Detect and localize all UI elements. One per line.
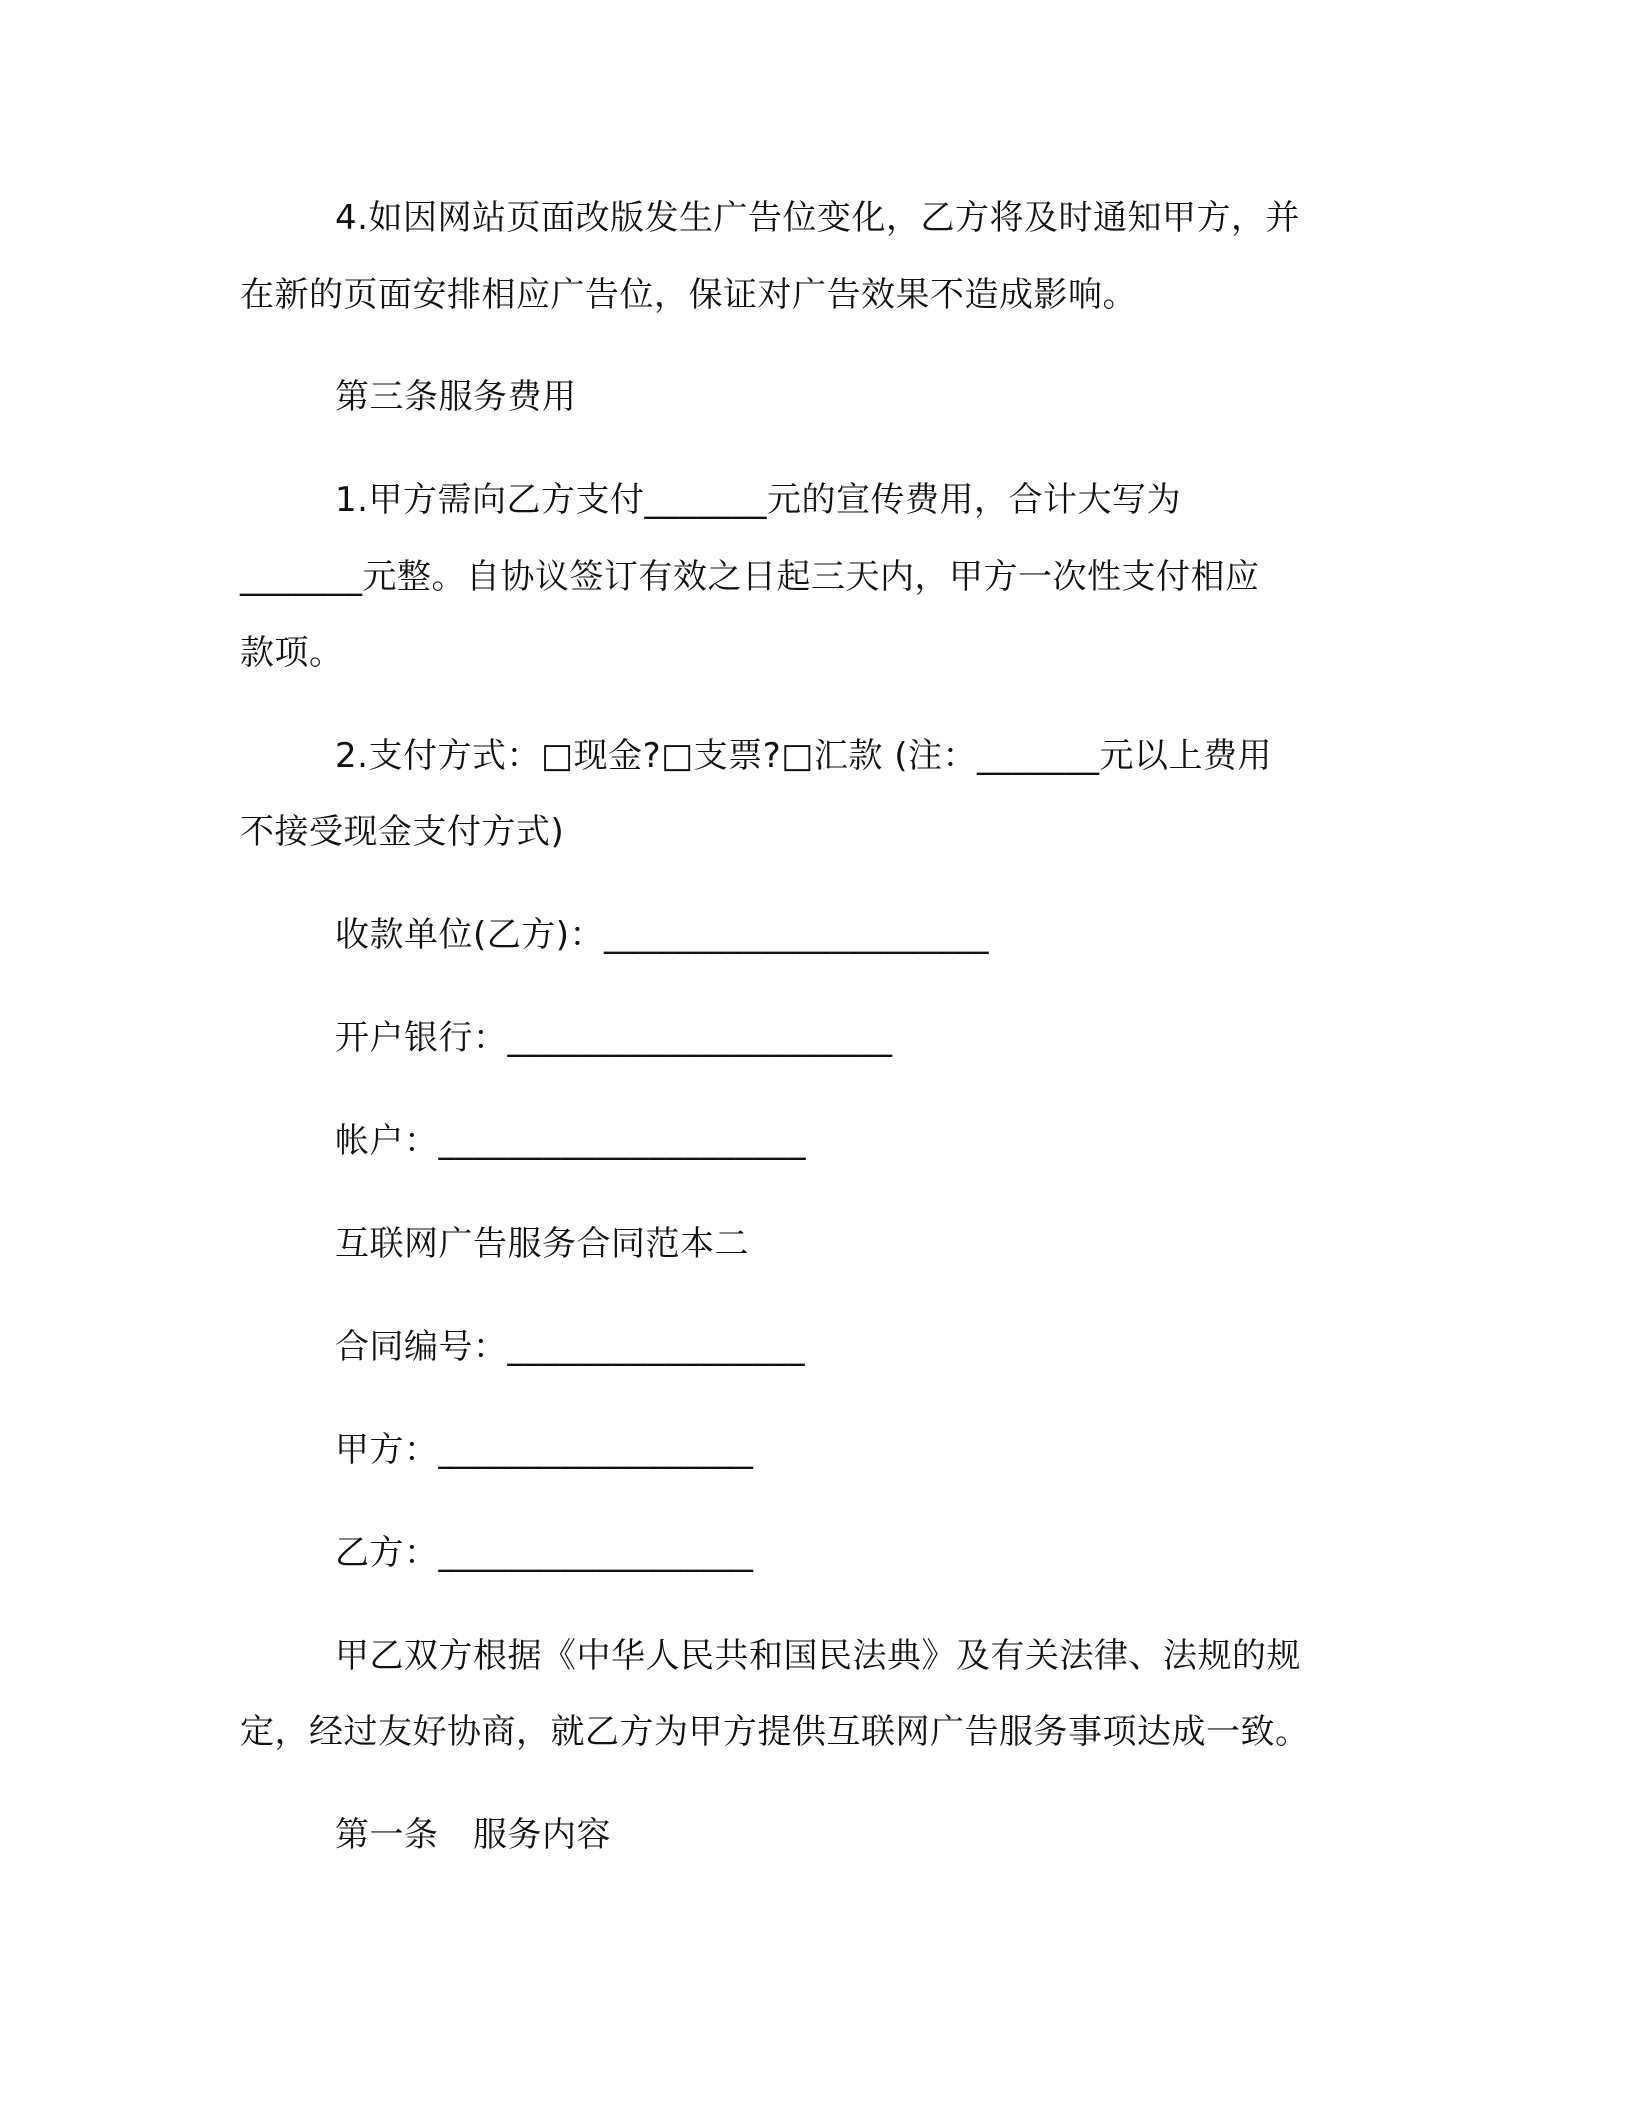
agreement-intro-line-1: 甲乙双方根据《中华人民共和国民法典》及有关法律、法规的规 <box>335 1636 1301 1676</box>
paragraph-4-line-2: 在新的页面安排相应广告位，保证对广告效果不造成影响。 <box>240 275 1137 315</box>
bank-field: 开户银行：______________________ <box>335 1018 893 1058</box>
fee-paragraph-line-1: 1.甲方需向乙方支付_______元的宣传费用，合计大写为 <box>335 480 1181 520</box>
party-a-field: 甲方：__________________ <box>335 1430 754 1470</box>
payment-method-line-1: 2.支付方式：□现金?□支票?□汇款 (注：_______元以上费用 <box>335 736 1272 776</box>
section-heading-article-3: 第三条服务费用 <box>335 377 577 417</box>
payment-method-line-2: 不接受现金支付方式) <box>240 812 565 852</box>
paragraph-4-line-1: 4.如因网站页面改版发生广告位变化，乙方将及时通知甲方，并 <box>335 198 1300 238</box>
agreement-intro-line-2: 定，经过友好协商，就乙方为甲方提供互联网广告服务事项达成一致。 <box>240 1712 1310 1752</box>
party-b-field: 乙方：__________________ <box>335 1533 754 1573</box>
account-field: 帐户：_____________________ <box>335 1121 806 1161</box>
contract-template-title: 互联网广告服务合同范本二 <box>335 1224 749 1264</box>
section-heading-article-1: 第一条 服务内容 <box>335 1815 611 1855</box>
payee-field: 收款单位(乙方)：______________________ <box>335 915 990 955</box>
fee-paragraph-line-2: _______元整。自协议签订有效之日起三天内，甲方一次性支付相应 <box>240 557 1260 597</box>
fee-paragraph-line-3: 款项。 <box>240 633 344 673</box>
contract-number-field: 合同编号：_________________ <box>335 1327 805 1367</box>
